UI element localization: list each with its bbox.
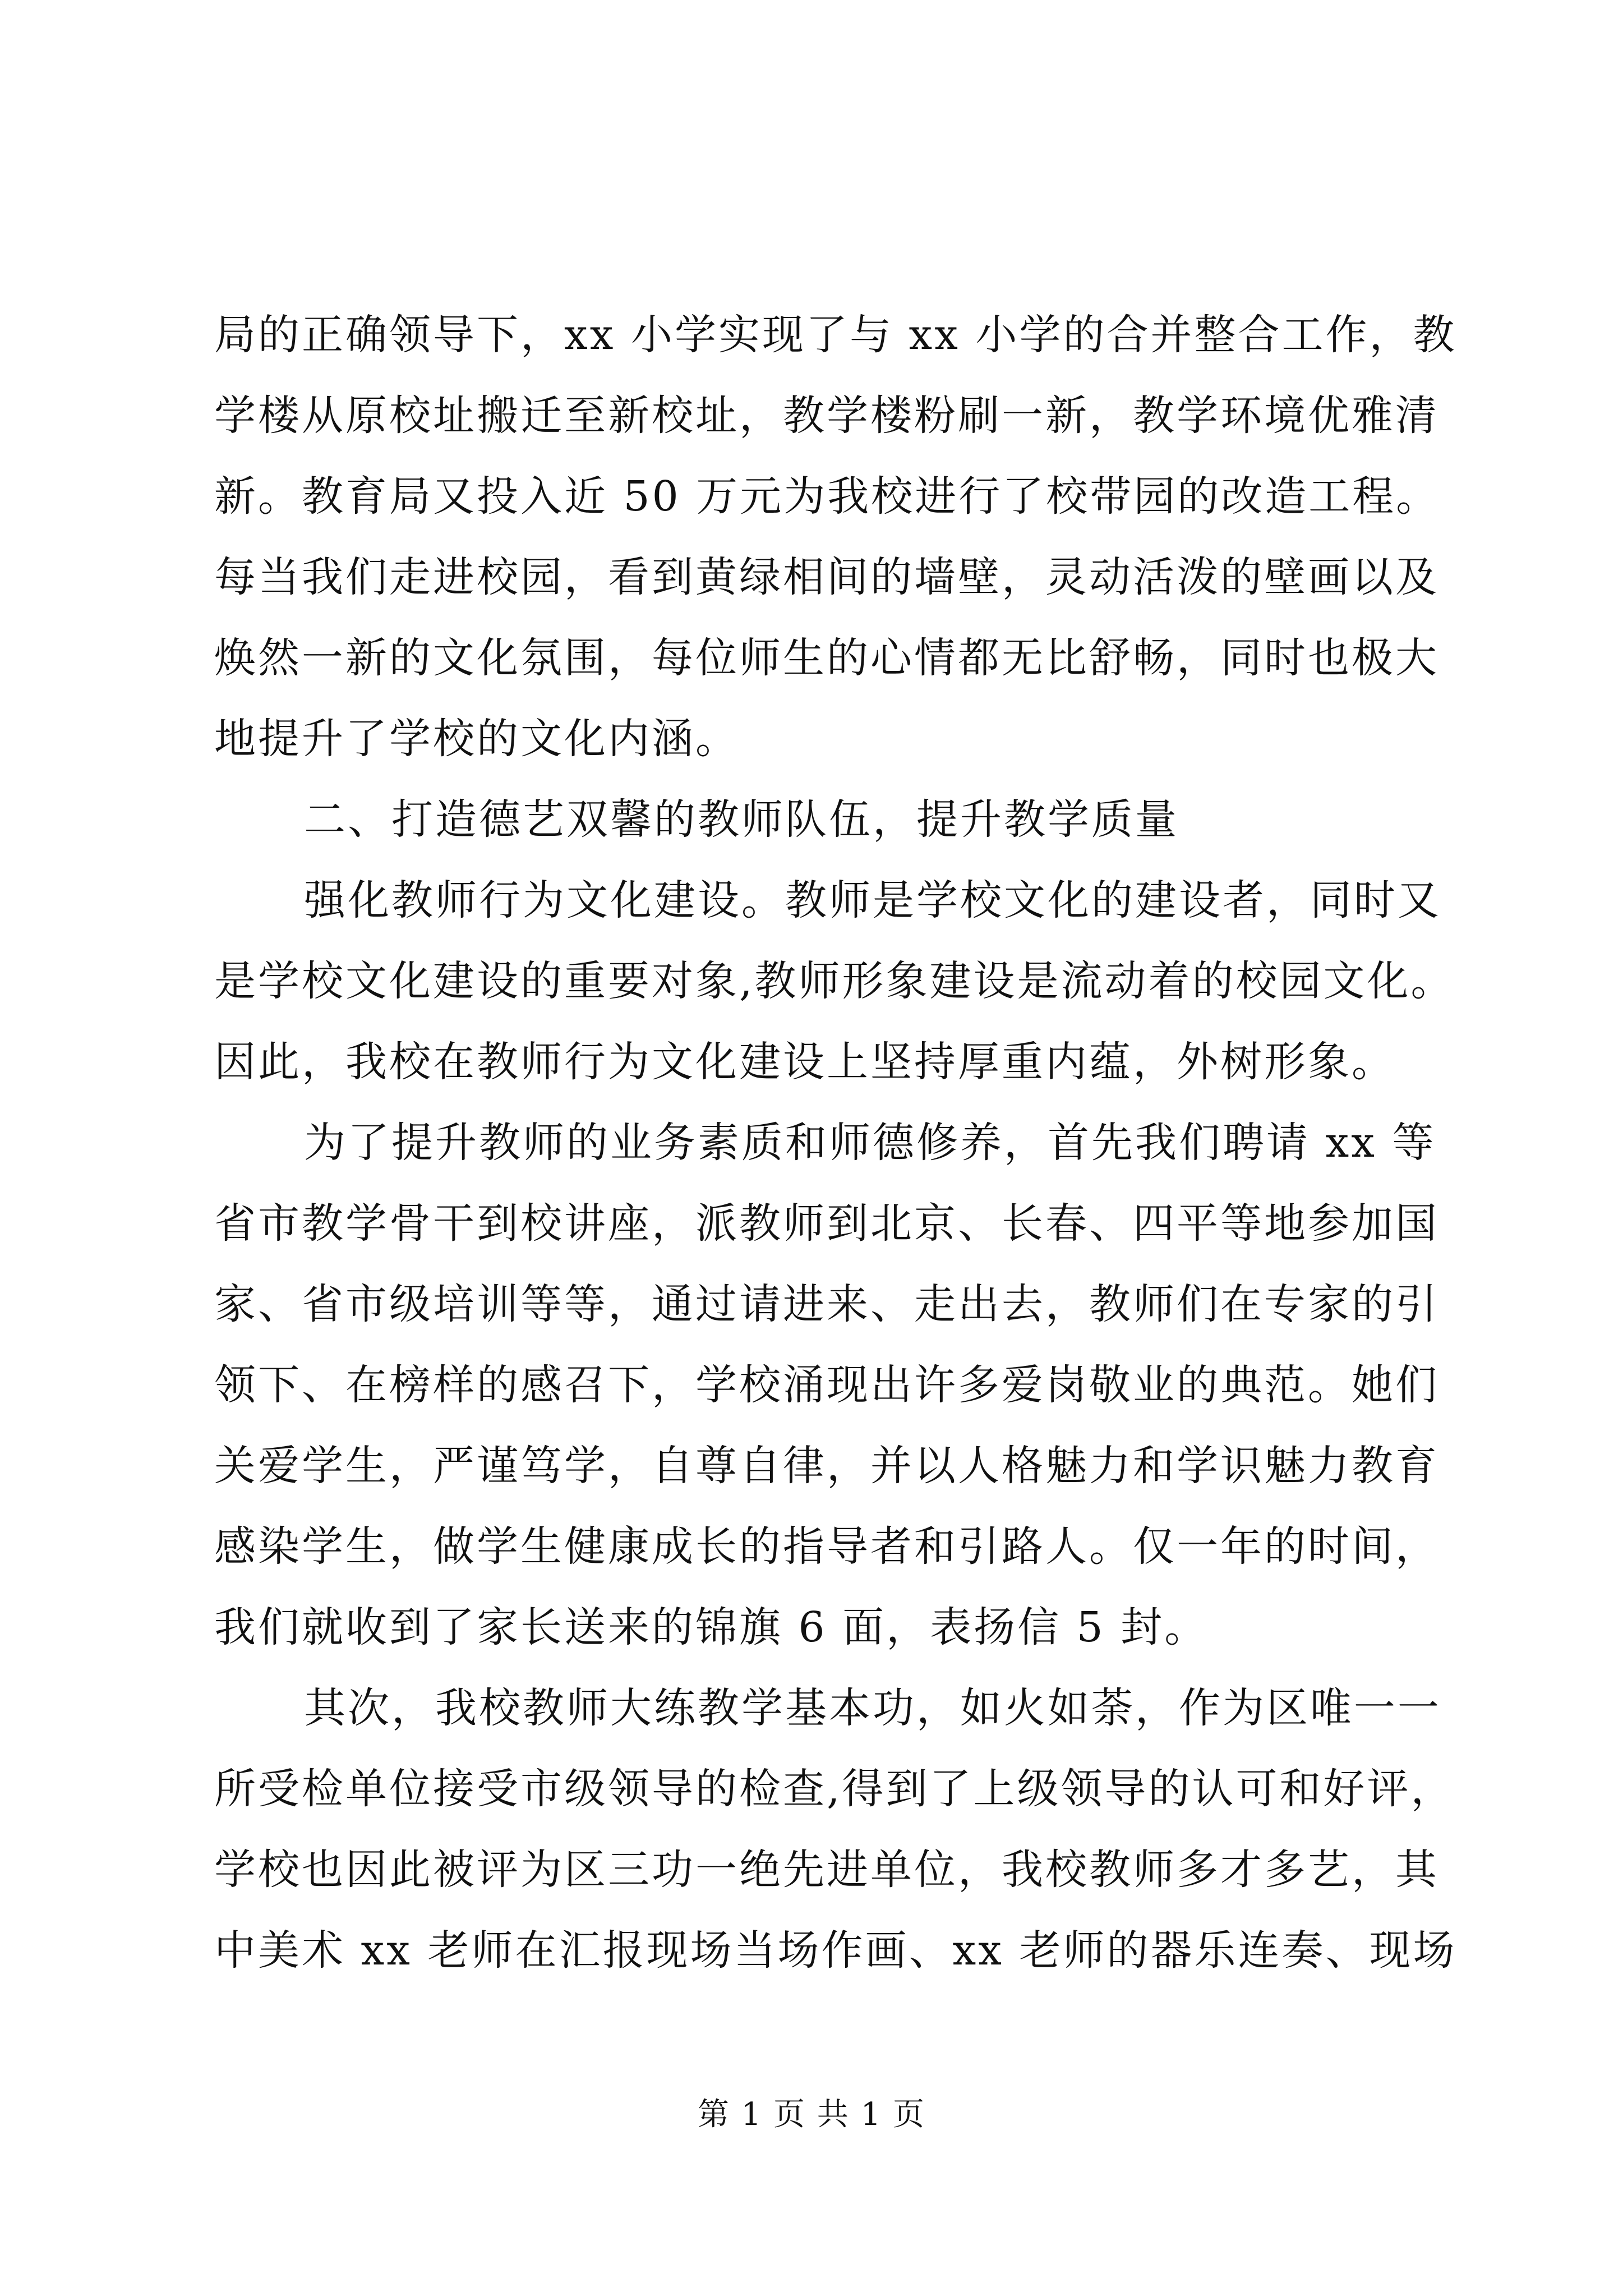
text-line: 学校也因此被评为区三功一绝先进单位，我校教师多才多艺，其 (214, 1846, 1439, 1894)
document-body (214, 295, 1457, 1991)
section-heading: 二、打造德艺双馨的教师队伍，提升教学质量 (304, 795, 1179, 844)
page-number-footer: 第 1 页 共 1 页 (697, 2096, 926, 2133)
text-line: 关爱学生，严谨笃学，自尊自律，并以人格魅力和学识魅力教育 (214, 1442, 1439, 1490)
text-line: 我们就收到了家长送来的锦旗 6 面，表扬信 5 封。 (214, 1603, 1209, 1651)
text-line: 中美术 xx 老师在汇报现场当场作画、xx 老师的器乐连奏、现场 (214, 1926, 1457, 1975)
text-line: 家、省市级培训等等，通过请进来、走出去，教师们在专家的引 (214, 1280, 1439, 1328)
paragraph-first-line: 为了提升教师的业务素质和师德修养，首先我们聘请 xx 等 (304, 1119, 1436, 1167)
text-line: 新。教育局又投入近 50 万元为我校进行了校带园的改造工程。 (214, 472, 1440, 521)
text-line: 局的正确领导下，xx 小学实现了与 xx 小学的合并整合工作，教 (214, 311, 1457, 359)
text-line: 焕然一新的文化氛围，每位师生的心情都无比舒畅，同时也极大 (214, 634, 1439, 682)
text-line: 每当我们走进校园，看到黄绿相间的墙壁，灵动活泼的壁画以及 (214, 553, 1439, 601)
paragraph-first-line: 强化教师行为文化建设。教师是学校文化的建设者，同时又 (304, 876, 1441, 924)
text-line: 因此，我校在教师行为文化建设上坚持厚重内蕴，外树形象。 (214, 1038, 1395, 1086)
paragraph-first-line: 其次，我校教师大练教学基本功，如火如荼，作为区唯一一 (304, 1684, 1441, 1732)
text-line: 学楼从原校址搬迁至新校址，教学楼粉刷一新，教学环境优雅清 (214, 392, 1439, 440)
text-line: 是学校文化建设的重要对象,教师形象建设是流动着的校园文化。 (214, 957, 1455, 1005)
text-line: 领下、在榜样的感召下，学校涌现出许多爱岗敬业的典范。她们 (214, 1361, 1439, 1409)
text-line: 省市教学骨干到校讲座，派教师到北京、长春、四平等地参加国 (214, 1199, 1439, 1248)
text-line: 感染学生，做学生健康成长的指导者和引路人。仅一年的时间， (214, 1522, 1439, 1571)
text-line: 所受检单位接受市级领导的检查,得到了上级领导的认可和好评， (214, 1765, 1455, 1813)
text-line: 地提升了学校的文化内涵。 (214, 715, 739, 763)
